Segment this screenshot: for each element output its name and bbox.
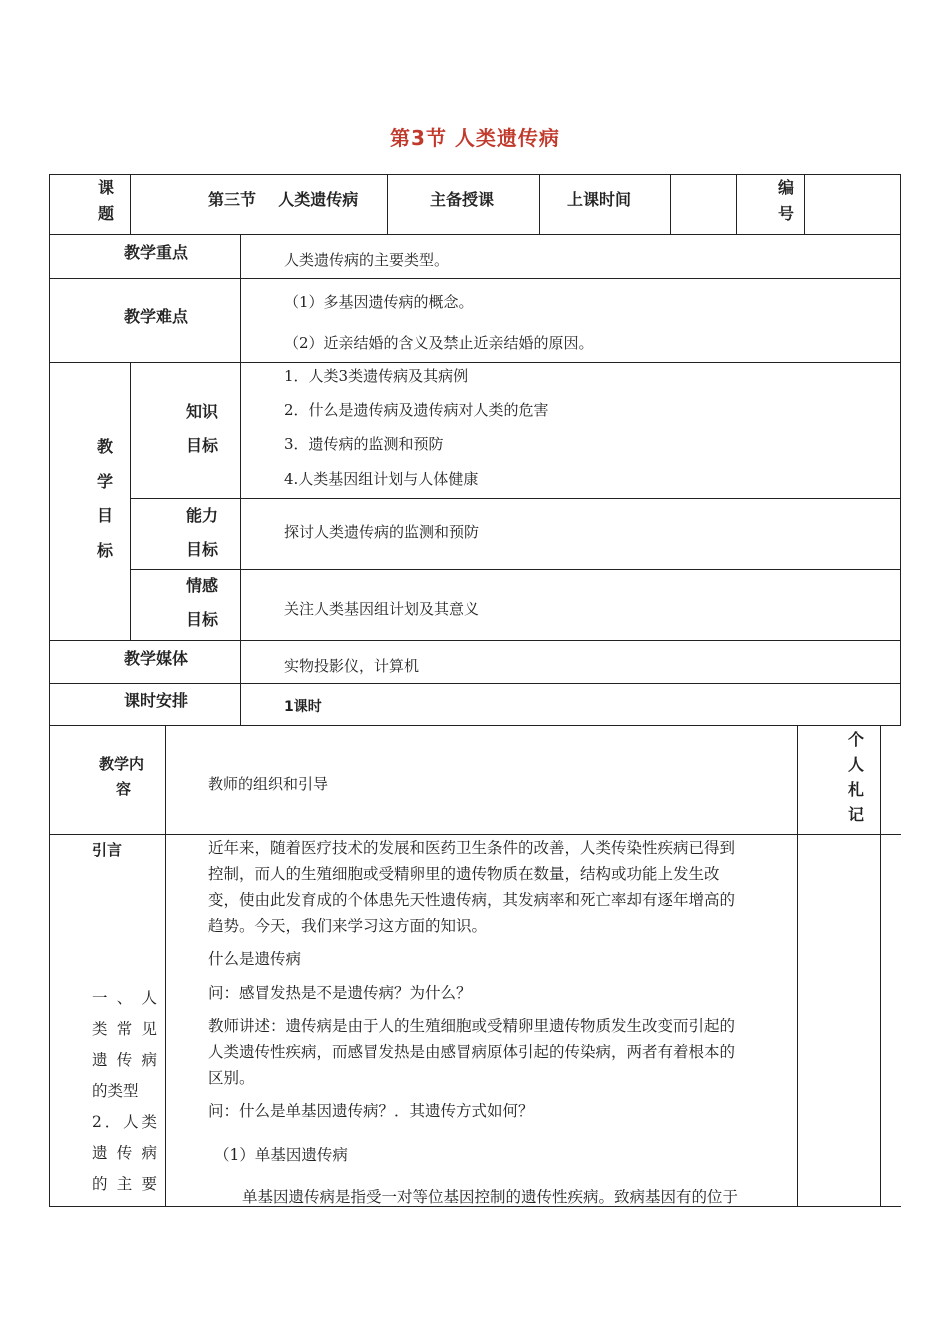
teacher-label: 主备授课 xyxy=(430,190,495,209)
key-point-value: 人类遗传病的主要类型。 xyxy=(284,251,450,269)
objectives-label: 教 xyxy=(97,437,114,456)
body-text: 单基因遗传病是指受一对等位基因控制的遗传性疾病。致病基因有的位于 xyxy=(242,1188,739,1206)
difficulty-item: （1）多基因遗传病的概念。 xyxy=(284,293,474,311)
emotion-goal-label: 情感 xyxy=(186,576,219,595)
knowledge-item: 2．什么是遗传病及遗传病对人类的危害 xyxy=(284,401,549,419)
difficulty-item: （2）近亲结婚的含义及禁止近亲结婚的原因。 xyxy=(284,334,594,352)
ability-goal-label: 目标 xyxy=(186,540,219,559)
question-text: 什么是遗传病 xyxy=(208,950,302,968)
topic-value: 第三节 人类遗传病 xyxy=(208,190,359,209)
difficulty-label: 教学难点 xyxy=(124,307,189,326)
objectives-label: 标 xyxy=(97,541,114,560)
guidance-col-header: 教师的组织和引导 xyxy=(208,775,329,793)
key-point-label: 教学重点 xyxy=(124,243,189,262)
notes-col-header: 人 xyxy=(848,755,865,774)
notes-col-header: 记 xyxy=(848,805,865,824)
section-heading: 一 、 人 类 常 见 遗 传 病 的类型 2．人类 遗 传 病 的 主 要 xyxy=(92,989,157,1193)
content-col-header: 教学内 xyxy=(99,755,145,773)
knowledge-item: 3．遗传病的监测和预防 xyxy=(284,435,444,453)
subheading-text: （1）单基因遗传病 xyxy=(214,1146,348,1164)
number-label: 号 xyxy=(778,204,795,223)
knowledge-goal-label: 目标 xyxy=(186,436,219,455)
content-col-header: 容 xyxy=(116,780,132,798)
topic-label: 课 xyxy=(98,178,115,197)
knowledge-item: 4.人类基因组计划与人体健康 xyxy=(284,470,479,488)
class-time-label: 上课时间 xyxy=(567,190,632,209)
question-text: 问：什么是单基因遗传病？．其遗传方式如何？ xyxy=(208,1102,534,1120)
objectives-label: 目 xyxy=(97,506,114,525)
notes-col-header: 个 xyxy=(848,730,865,749)
media-label: 教学媒体 xyxy=(124,649,189,668)
intro-paragraph: 近年来，随着医疗技术的发展和医药卫生条件的改善，人类传染性疾病已得到 控制，而人的生殖细胞或受精卵里的遗传物质在数量，结构或功能上发生改 变，使由此发育成的个体患先天性遗传病，其发病率和死亡率却有逐年增高的 趋势。今天，我们来学习这方面的知识。 xyxy=(208,839,736,935)
media-value: 实物投影仪，计算机 xyxy=(284,657,420,675)
knowledge-goal-label: 知识 xyxy=(186,402,219,421)
schedule-label: 课时安排 xyxy=(124,691,189,710)
objectives-label: 学 xyxy=(97,472,114,491)
page-title: 第3节 人类遗传病 xyxy=(390,126,560,150)
notes-col-header: 札 xyxy=(848,780,865,799)
topic-label: 题 xyxy=(98,204,115,223)
ability-goal-value: 探讨人类遗传病的监测和预防 xyxy=(284,523,480,541)
knowledge-item: 1．人类3类遗传病及其病例 xyxy=(284,367,469,385)
ability-goal-label: 能力 xyxy=(186,506,219,525)
schedule-value: 1课时 xyxy=(284,699,322,715)
emotion-goal-value: 关注人类基因组计划及其意义 xyxy=(284,600,480,618)
explanation-paragraph: 教师讲述：遗传病是由于人的生殖细胞或受精卵里遗传物质发生改变而引起的 人类遗传性疾病，而感冒发热是由感冒病原体引起的传染病，两者有着根本的 区别。 xyxy=(208,1017,736,1087)
number-label: 编 xyxy=(778,178,795,197)
question-text: 问：感冒发热是不是遗传病？为什么？ xyxy=(208,984,472,1002)
section-intro-label: 引言 xyxy=(92,841,123,859)
emotion-goal-label: 目标 xyxy=(186,610,219,629)
